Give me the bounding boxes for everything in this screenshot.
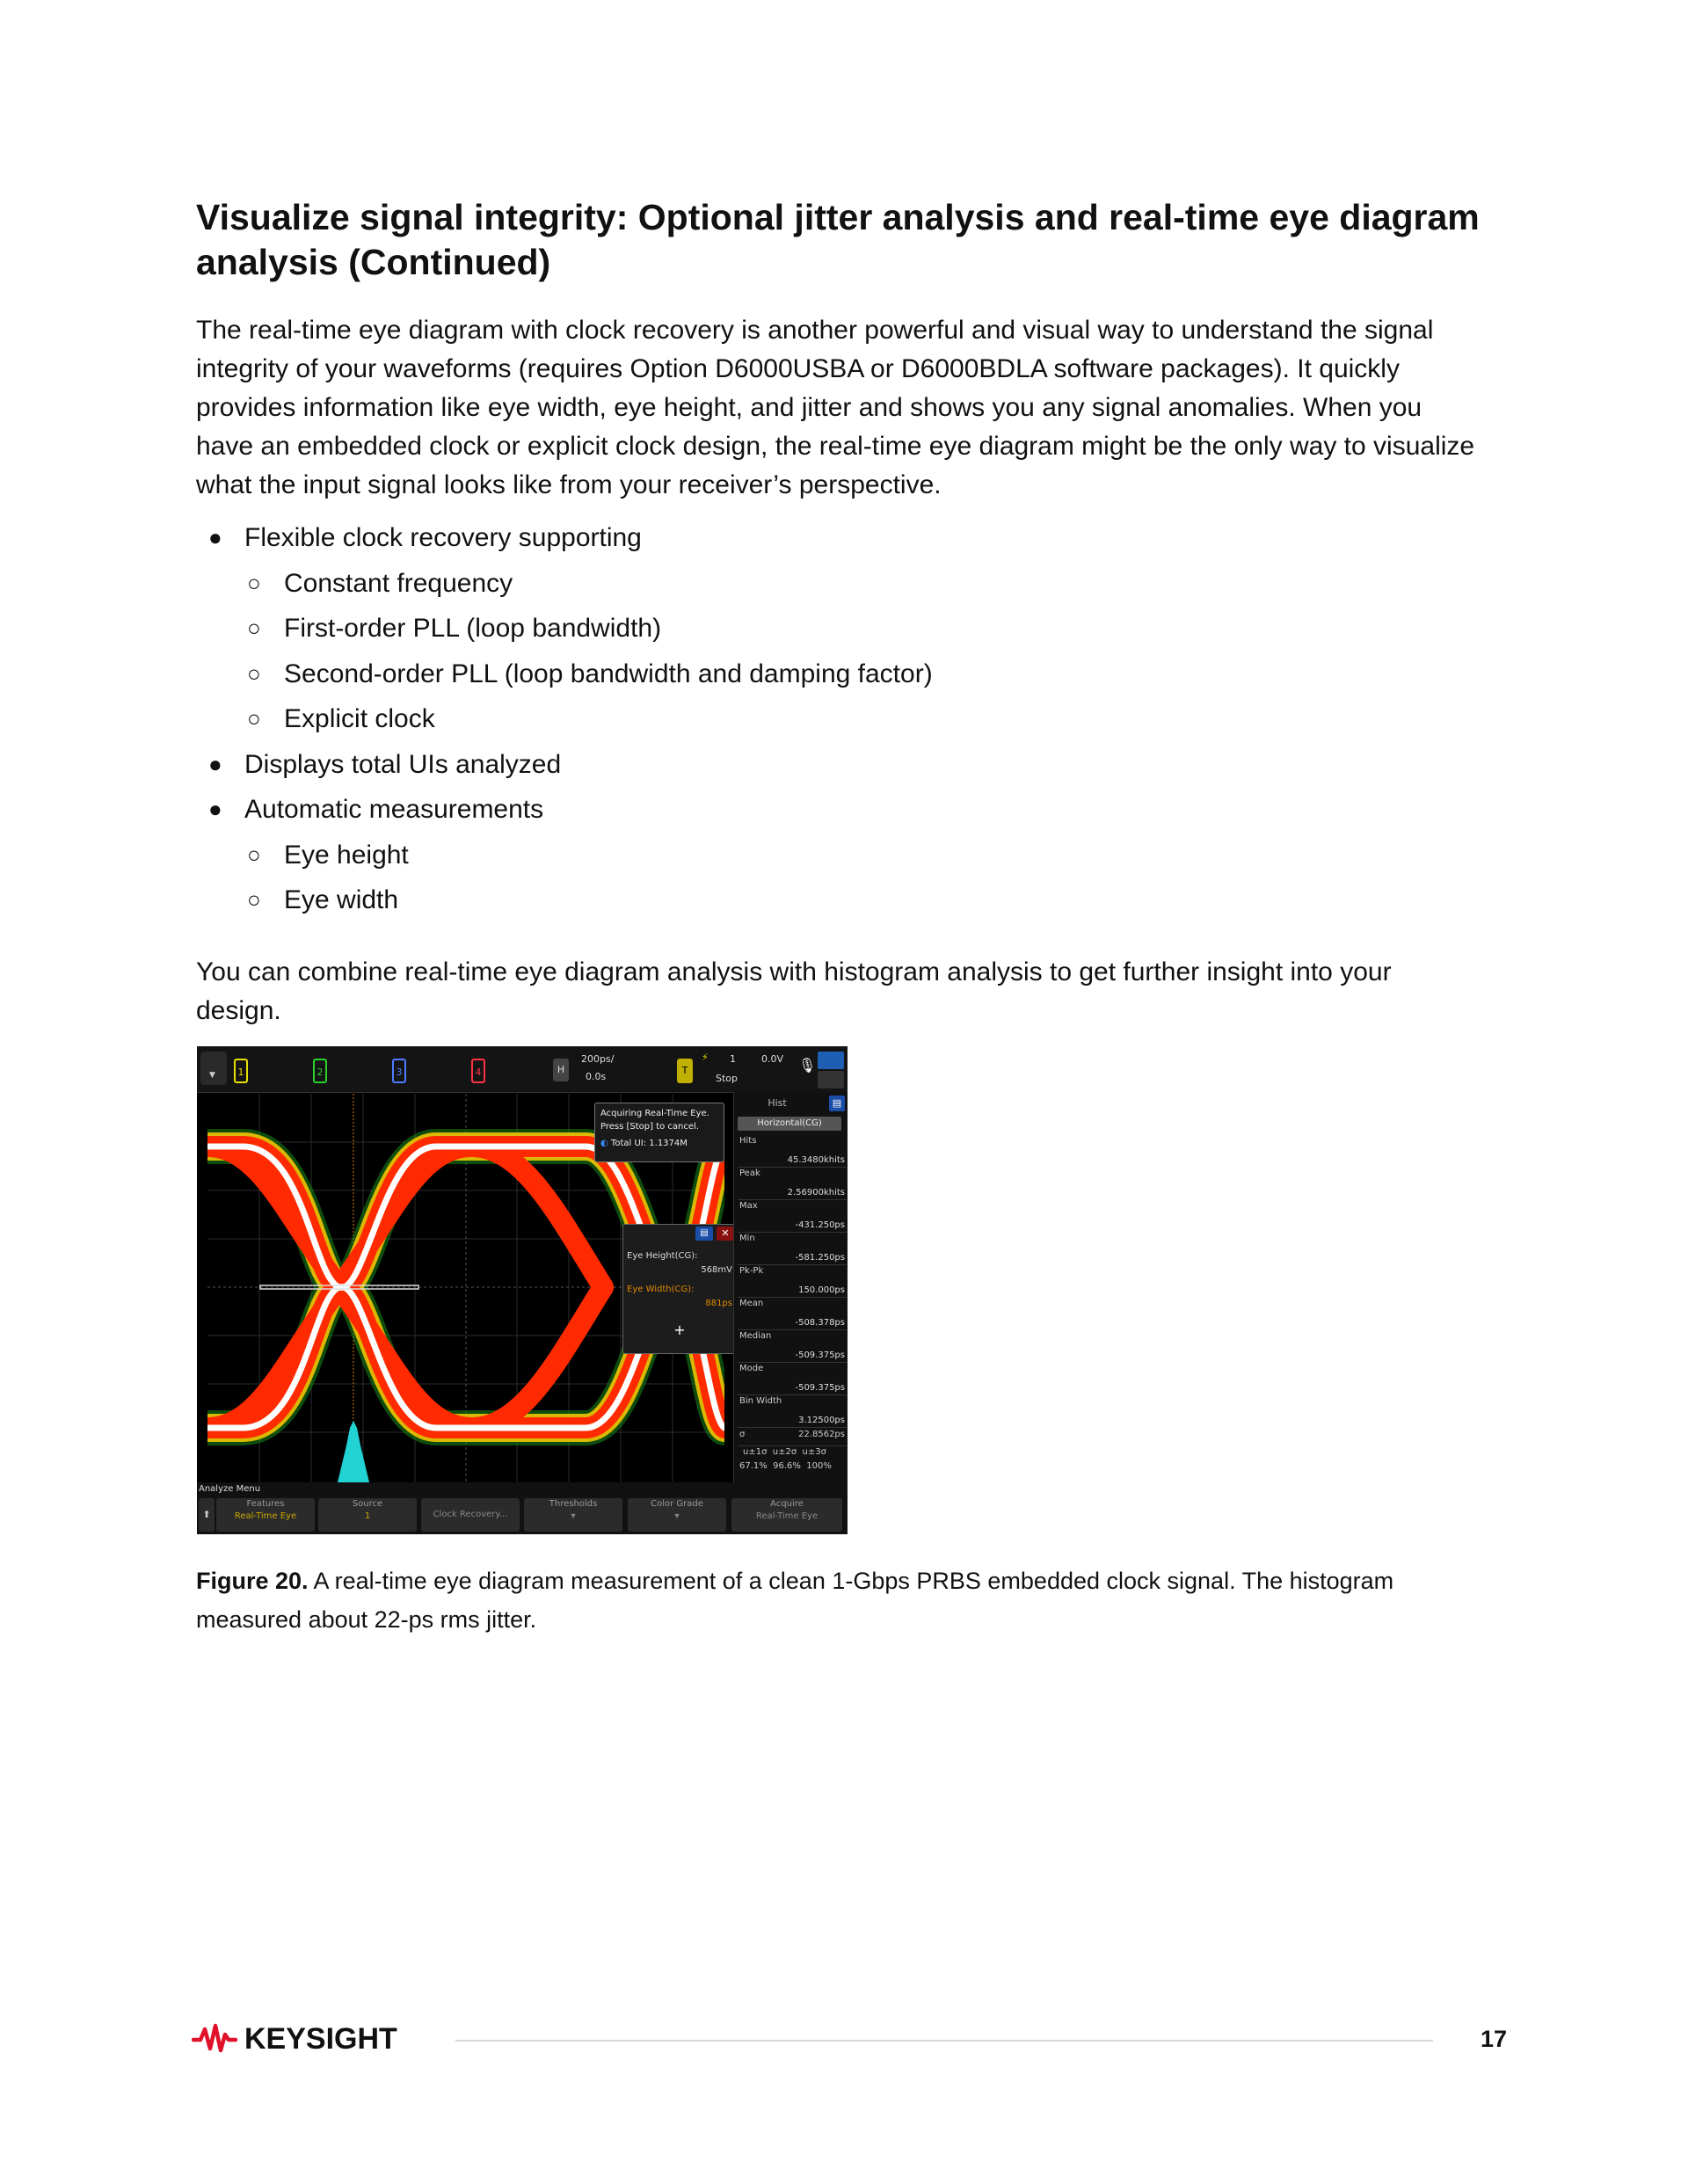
list-item [196, 696, 933, 742]
run-state: Stop [716, 1073, 738, 1084]
stat-label: Pk-Pk [739, 1266, 764, 1276]
stat-label: Peak [739, 1168, 760, 1178]
list-item [196, 515, 933, 561]
softkey-value: ▾ [571, 1511, 576, 1521]
keysight-wordmark: KEYSIGHT [244, 2022, 397, 2056]
acq-status-line-2: Press [Stop] to cancel. [600, 1122, 700, 1132]
bullet-dot-icon: ● [208, 524, 222, 550]
stat-label: Median [739, 1331, 772, 1341]
stat-row [738, 1394, 847, 1428]
close-icon[interactable]: ✕ [717, 1227, 734, 1241]
stat-row [738, 1297, 847, 1330]
acq-total-ui: ◐ Total UI: 1.1374M [600, 1139, 688, 1148]
delay-readout: 0.0s [586, 1071, 607, 1082]
stat-row [738, 1362, 847, 1395]
softkey-value: Real-Time Eye [234, 1511, 297, 1521]
channel-4-button[interactable]: 4 [471, 1059, 485, 1083]
stat-value: 2.56900khits [787, 1188, 845, 1198]
combine-paragraph: You can combine real-time eye diagram analysis with histogram analysis to get further insight into your design. [196, 957, 1392, 1025]
list-item-text: Explicit clock [284, 704, 435, 733]
list-item [196, 742, 933, 788]
stat-row [738, 1329, 847, 1363]
stat-value: -431.250ps [795, 1220, 845, 1230]
sigma-row: σ 22.8562ps [738, 1430, 847, 1446]
softkey-value: 1 [364, 1511, 371, 1521]
footer-divider [455, 2040, 1433, 2042]
stat-row [738, 1264, 847, 1298]
softkey-title: Source [352, 1499, 383, 1509]
softkey-clock-recovery[interactable] [421, 1498, 520, 1532]
eye-measurement-popup [622, 1224, 737, 1354]
figure-text: A real-time eye diagram measurement of a clean 1-Gbps PRBS embedded clock signal. The histogram measured about 22-ps rms jitter. [196, 1568, 1394, 1633]
analyze-menu-label: Analyze Menu [199, 1484, 261, 1494]
waveform-icon[interactable] [818, 1071, 844, 1088]
list-item-text: Automatic measurements [244, 795, 544, 824]
stat-value: -509.375ps [795, 1350, 845, 1360]
softkey-title: Acquire [770, 1499, 804, 1509]
list-item-text: Eye width [284, 885, 399, 914]
bullet-circle-icon: ○ [247, 841, 261, 868]
horizontal-button[interactable]: H [553, 1059, 569, 1081]
page-number: 17 [1481, 2026, 1508, 2052]
softkey-title: Thresholds [549, 1499, 598, 1509]
stat-value: -509.375ps [795, 1383, 845, 1393]
figure-caption [196, 1562, 1480, 1639]
bullet-dot-icon: ● [208, 750, 222, 777]
stat-label: Max [739, 1201, 758, 1211]
softkey-source[interactable] [318, 1498, 417, 1532]
list-item [196, 561, 933, 607]
channel-2-button[interactable]: 2 [313, 1059, 327, 1083]
scope-top-bar [197, 1046, 848, 1093]
analyze-softkey-bar [197, 1482, 848, 1534]
softkey-title: Color Grade [651, 1499, 703, 1509]
eye-width-value: 881ps [705, 1299, 732, 1308]
stat-row [738, 1167, 847, 1200]
trigger-source: 1 [730, 1053, 736, 1065]
stats-mode[interactable]: Horizontal(CG) [738, 1117, 841, 1131]
stat-value: 3.12500ps [798, 1416, 845, 1425]
eye-height-value: 568mV [701, 1265, 732, 1275]
acquisition-status-popup [594, 1103, 724, 1162]
chevron-down-icon: ▼ [209, 1071, 215, 1080]
stats-tab-hist[interactable]: Hist [768, 1097, 787, 1109]
list-item [196, 652, 933, 697]
bullet-dot-icon: ● [208, 796, 222, 822]
list-item-text: Constant frequency [284, 568, 513, 598]
bullet-circle-icon: ○ [247, 886, 261, 913]
feature-list [196, 515, 933, 923]
eye-width-label: Eye Width(CG): [627, 1285, 695, 1294]
channel-3-button[interactable]: 3 [392, 1059, 406, 1083]
list-item-text: Displays total UIs analyzed [244, 749, 562, 779]
figure-label: Figure 20. [196, 1568, 309, 1594]
list-item [196, 787, 933, 833]
acq-status-line-1: Acquiring Real-Time Eye. [600, 1109, 709, 1118]
add-measurement-button[interactable]: + [673, 1321, 686, 1338]
list-item-text: Eye height [284, 840, 409, 870]
trigger-edge-icon: ⚡ [702, 1052, 709, 1063]
softkey-value: Clock Recovery... [433, 1510, 508, 1519]
page-title: Visualize signal integrity: Optional jitter analysis and real-time eye diagram analysis (Continued) [196, 197, 1480, 282]
eye-height-label: Eye Height(CG): [627, 1251, 698, 1261]
softkey-features[interactable] [216, 1498, 315, 1532]
timebase-readout: 200ps/ [581, 1053, 615, 1065]
stat-label: Mode [739, 1364, 764, 1373]
trigger-level: 0.0V [761, 1053, 784, 1065]
keysight-wave-icon [193, 2026, 236, 2050]
trigger-button[interactable]: T [677, 1059, 693, 1083]
display-icon[interactable] [818, 1052, 844, 1069]
stat-label: Mean [739, 1299, 764, 1308]
softkey-thresholds[interactable] [524, 1498, 622, 1532]
stat-row [738, 1232, 847, 1265]
bullet-circle-icon: ○ [247, 569, 261, 596]
channel-1-button[interactable]: 1 [234, 1059, 248, 1083]
stat-label: Min [739, 1234, 755, 1243]
stat-value: 150.000ps [798, 1285, 845, 1295]
main-menu-button[interactable] [200, 1052, 227, 1085]
stat-label: Hits [739, 1136, 757, 1146]
stat-label: Bin Width [739, 1396, 782, 1406]
histogram-stats-panel [733, 1092, 848, 1482]
list-item [196, 877, 933, 923]
stat-value: 45.3480khits [787, 1155, 845, 1165]
back-arrow-icon[interactable]: ⬆ [199, 1498, 215, 1532]
stat-value: -581.250ps [795, 1253, 845, 1263]
softkey-value: Real-Time Eye [755, 1511, 819, 1521]
expand-icon[interactable]: ▤ [695, 1227, 713, 1241]
microphone-icon[interactable]: 🎙 [798, 1057, 817, 1074]
spinner-icon: ◐ [600, 1139, 608, 1148]
sigma-headers: u±1σ u±2σ u±3σ [743, 1447, 826, 1457]
list-item-text: Second-order PLL (loop bandwidth and damping factor) [284, 659, 933, 688]
bullet-circle-icon: ○ [247, 615, 261, 641]
bullet-circle-icon: ○ [247, 659, 261, 687]
stat-value: -508.378ps [795, 1318, 845, 1328]
oscilloscope-screenshot [197, 1046, 848, 1534]
list-item-text: First-order PLL (loop bandwidth) [284, 614, 662, 643]
softkey-title: Features [246, 1499, 285, 1509]
keysight-logo [192, 2019, 416, 2056]
softkey-value: ▾ [674, 1511, 680, 1521]
bullet-circle-icon: ○ [247, 705, 261, 732]
softkey-color-grade[interactable] [628, 1498, 726, 1532]
list-item [196, 606, 933, 652]
list-icon[interactable]: ▤ [829, 1096, 845, 1111]
intro-paragraph: The real-time eye diagram with clock recovery is another powerful and visual way to understand the signal integrity of your waveforms (requires Option D6000USBA or D6000BDLA software packages). It quickly provides information like eye width, eye height, and jitter and shows you any signal anomalies. When you have an embedded clock or explicit clock design, the real-time eye diagram might be the only way to visualize what the input signal looks like from your receiver’s perspective. [196, 316, 1475, 499]
list-item [196, 833, 933, 878]
stat-row [738, 1134, 847, 1168]
sigma-percentages: 67.1% 96.6% 100% [739, 1461, 832, 1471]
stat-row [738, 1199, 847, 1233]
softkey-acquire[interactable] [731, 1498, 842, 1532]
list-item-text: Flexible clock recovery supporting [244, 523, 642, 552]
